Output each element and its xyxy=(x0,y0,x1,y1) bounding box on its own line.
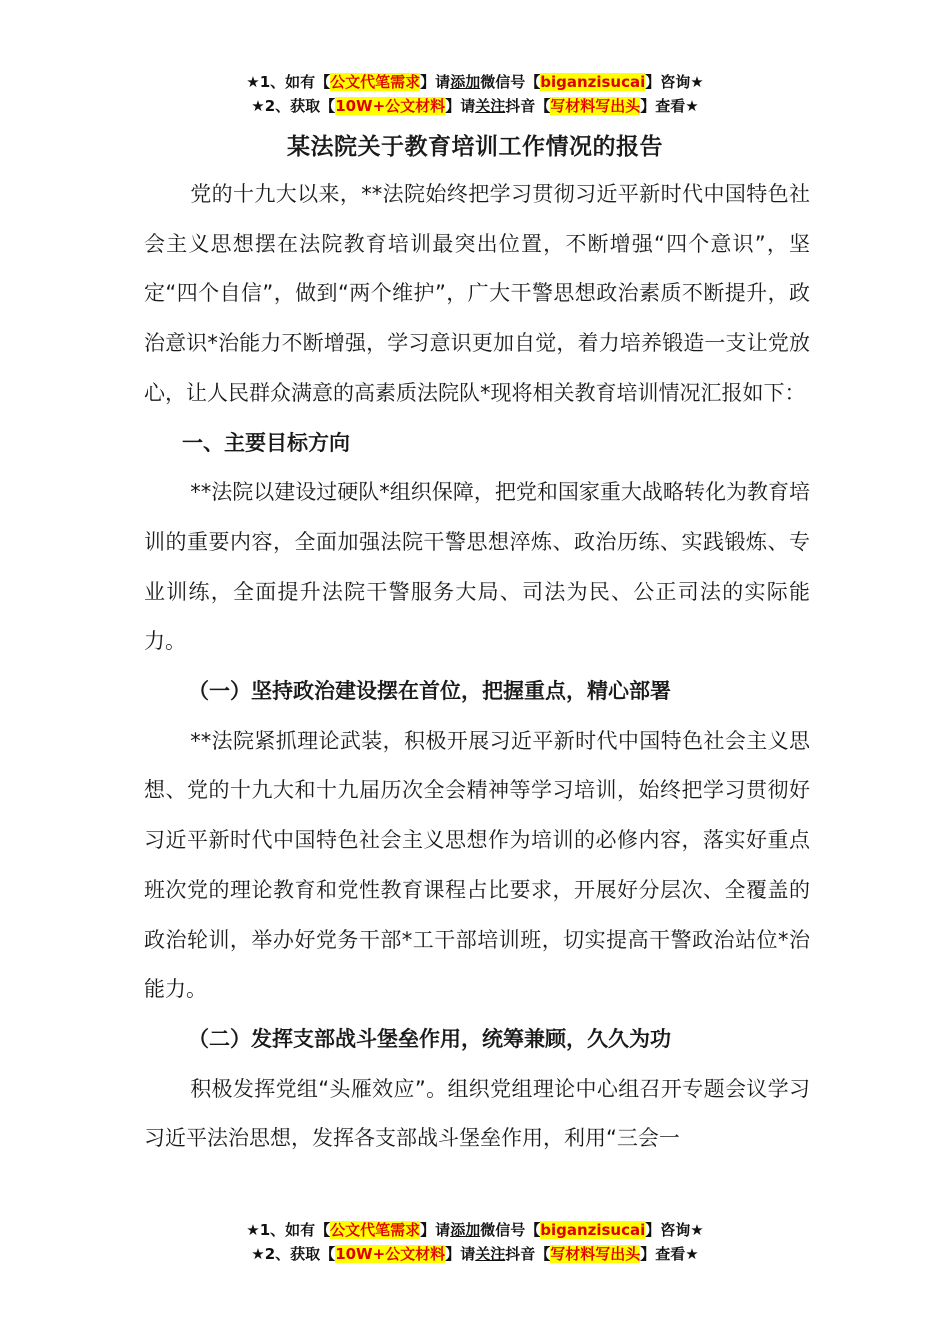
banner-highlight: 10W+公文材料 xyxy=(335,1245,446,1263)
banner-line-1 xyxy=(0,1218,950,1242)
banner-underline: 添加 xyxy=(450,1221,481,1239)
subsection-paragraph: **法院紧抓理论武装，积极开展习近平新时代中国特色社会主义思想、党的十九大和十九届历次全会精神等学习培训，始终把学习贯彻好习近平新时代中国特色社会主义思想作为培训的必修内容，落实好重点班次党的理论教育和党性教育课程占比要求，开展好分层次、全覆盖的政治轮训，举办好党务干部*工干部培训班，切实提高干警政治站位*治能力。 xyxy=(144,728,810,1002)
banner-underline: 关注 xyxy=(475,1245,506,1263)
banner-text: ★1、如有【 xyxy=(246,1221,331,1239)
banner-highlight: 10W+公文材料 xyxy=(335,97,446,115)
document-body xyxy=(144,170,810,1164)
banner-text: 】请 xyxy=(420,73,451,91)
subsection-heading: （二）发挥支部战斗堡垒作用，统筹兼顾，久久为功 xyxy=(188,1026,671,1051)
banner-line-2 xyxy=(0,94,950,118)
banner-text: 】咨询★ xyxy=(645,1221,704,1239)
banner-text: 】查看★ xyxy=(640,97,699,115)
banner-highlight: biganzisucai xyxy=(540,1221,646,1239)
header-banner xyxy=(0,70,950,118)
banner-text: 抖音【 xyxy=(505,1245,551,1263)
banner-text: ★1、如有【 xyxy=(246,73,331,91)
banner-line-1 xyxy=(0,70,950,94)
banner-text: 】查看★ xyxy=(640,1245,699,1263)
banner-highlight: 写材料写出头 xyxy=(550,1245,641,1263)
banner-line-2 xyxy=(0,1242,950,1266)
intro-paragraph: 党的十九大以来，**法院始终把学习贯彻习近平新时代中国特色社会主义思想摆在法院教育培训最突出位置，不断增强“四个意识”，坚定“四个自信”，做到“两个维护”，广大干警思想政治素质不断提升，政治意识*治能力不断增强，学习意识更加自觉，着力培养锻造一支让党放心，让人民群众满意的高素质法院队*现将相关教育培训情况汇报如下： xyxy=(144,182,810,405)
banner-highlight: 公文代笔需求 xyxy=(330,1221,421,1239)
banner-text: 微信号【 xyxy=(480,73,541,91)
banner-highlight: biganzisucai xyxy=(540,73,646,91)
footer-banner xyxy=(0,1218,950,1266)
banner-text: 抖音【 xyxy=(505,97,551,115)
section-heading: 一、主要目标方向 xyxy=(182,430,350,455)
banner-text: 微信号【 xyxy=(480,1221,541,1239)
banner-text: 】请 xyxy=(445,97,476,115)
banner-text: 】请 xyxy=(420,1221,451,1239)
document-title: 某法院关于教育培训工作情况的报告 xyxy=(287,134,663,160)
banner-text: ★2、获取【 xyxy=(251,1245,336,1263)
banner-highlight: 写材料写出头 xyxy=(550,97,641,115)
banner-underline: 添加 xyxy=(450,73,481,91)
banner-highlight: 公文代笔需求 xyxy=(330,73,421,91)
subsection-heading: （一）坚持政治建设摆在首位，把握重点，精心部署 xyxy=(188,679,671,704)
subsection-paragraph: 积极发挥党组“头雁效应”。组织党组理论中心组召开专题会议学习习近平法治思想，发挥各支部战斗堡垒作用，利用“三会一 xyxy=(144,1076,810,1151)
banner-text: ★2、获取【 xyxy=(251,97,336,115)
section-paragraph: **法院以建设过硬队*组织保障，把党和国家重大战略转化为教育培训的重要内容，全面加强法院干警思想淬炼、政治历练、实践锻炼、专业训练，全面提升法院干警服务大局、司法为民、公正司法的实际能力。 xyxy=(144,480,810,654)
banner-underline: 关注 xyxy=(475,97,506,115)
banner-text: 】请 xyxy=(445,1245,476,1263)
banner-text: 】咨询★ xyxy=(645,73,704,91)
